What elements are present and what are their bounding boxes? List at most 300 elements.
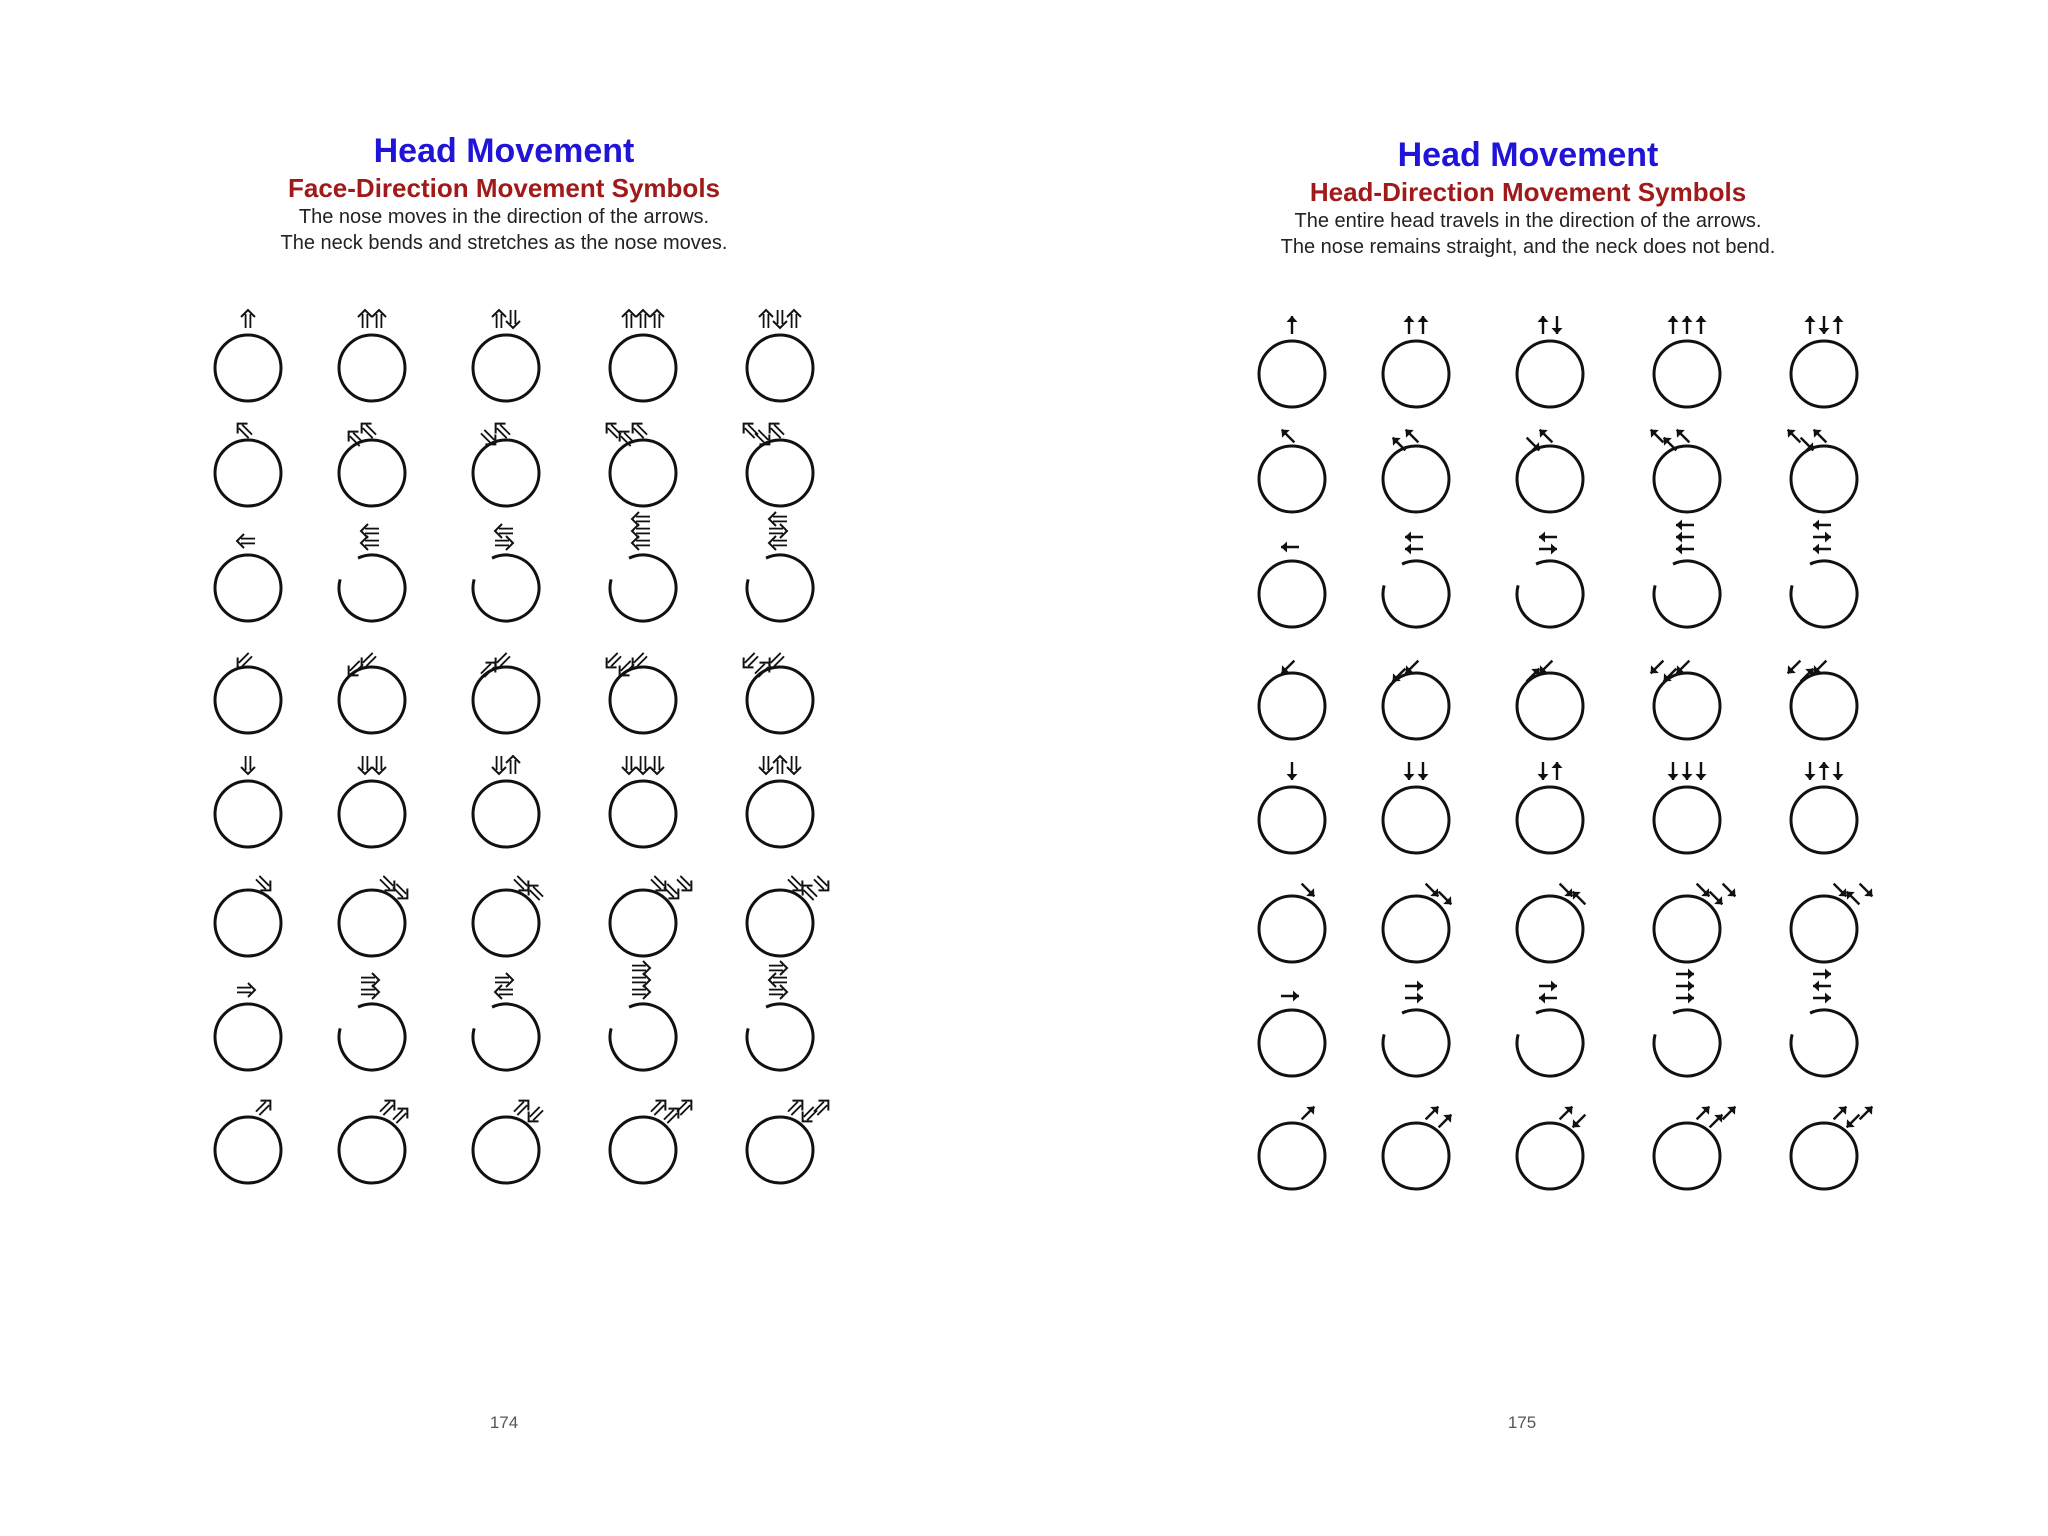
movement-arrow-icon [496, 424, 510, 438]
movement-arrow-icon [1813, 993, 1831, 1004]
movement-arrow-icon [1539, 532, 1557, 543]
movement-arrow-icon [1405, 544, 1423, 555]
movement-arrow-icon [651, 1101, 665, 1115]
movement-arrow-icon [787, 310, 801, 328]
head-circle [1259, 673, 1325, 739]
movement-arrow-icon [803, 1107, 817, 1121]
head-circle [1517, 446, 1583, 512]
movement-arrow-icon [529, 886, 543, 900]
movement-symbol [1372, 532, 1460, 638]
movement-arrow-icon [1404, 762, 1415, 780]
movement-arrow-icon [633, 653, 647, 667]
movement-arrow-icon [636, 310, 650, 328]
page-title: Head Movement [1397, 136, 1659, 174]
head-circle [747, 440, 813, 506]
movement-arrow-icon [1405, 981, 1423, 992]
movement-arrow-icon [1813, 532, 1831, 543]
head-circle [1643, 999, 1731, 1087]
movement-symbol [1791, 884, 1872, 962]
movement-arrow-icon [632, 536, 650, 550]
head-circle [610, 1117, 676, 1183]
movement-arrow-icon [1540, 661, 1553, 674]
head-circle [1383, 673, 1449, 739]
movement-arrow-icon [1540, 430, 1553, 443]
movement-arrow-icon [1710, 892, 1723, 905]
page-subtitle: Face-Direction Movement Symbols [288, 173, 720, 203]
movement-arrow-icon [1539, 993, 1557, 1004]
movement-arrow-icon [361, 985, 379, 999]
movement-arrow-icon [1560, 884, 1573, 897]
movement-symbol [1372, 981, 1460, 1087]
movement-arrow-icon [1676, 520, 1694, 531]
movement-arrow-icon [1676, 544, 1694, 555]
movement-symbol [1651, 430, 1720, 512]
movement-arrow-icon [1573, 1115, 1586, 1128]
head-circle [736, 993, 824, 1081]
movement-arrow-icon [492, 756, 506, 774]
head-circle [1259, 1123, 1325, 1189]
head-circle [1654, 341, 1720, 407]
head-circle [747, 335, 813, 401]
movement-symbol [339, 1101, 407, 1183]
movement-arrow-icon [1668, 762, 1679, 780]
movement-symbol [1654, 762, 1720, 853]
head-circle [1383, 341, 1449, 407]
movement-arrow-icon [1805, 316, 1816, 334]
movement-symbol [215, 756, 281, 847]
movement-arrow-icon [814, 1101, 828, 1115]
movement-arrow-icon [1560, 1107, 1573, 1120]
description-line-2: The nose remains straight, and the neck does not bend. [1280, 236, 1776, 258]
movement-arrow-icon [1538, 316, 1549, 334]
movement-arrow-icon [237, 534, 255, 548]
movement-arrow-icon [1833, 762, 1844, 780]
head-circle [462, 544, 550, 632]
head-circle [1259, 787, 1325, 853]
movement-symbol [610, 1101, 691, 1183]
description-line-1: The nose moves in the direction of the arrows. [298, 206, 710, 228]
movement-arrow-icon [1287, 316, 1298, 334]
movement-arrow-icon [1405, 993, 1423, 1004]
movement-arrow-icon [1282, 661, 1295, 674]
head-circle [747, 1117, 813, 1183]
movement-arrow-icon [1819, 316, 1830, 334]
movement-arrow-icon [1426, 1107, 1439, 1120]
symbol-grid-svg [1024, 0, 2048, 1536]
movement-arrow-icon [788, 876, 802, 890]
head-circle [215, 1004, 281, 1070]
movement-symbol [1788, 661, 1857, 739]
head-circle [736, 544, 824, 632]
movement-arrow-icon [1813, 981, 1831, 992]
movement-symbol [1383, 430, 1449, 512]
head-circle [215, 890, 281, 956]
movement-arrow-icon [1860, 1107, 1873, 1120]
movement-symbol [599, 961, 687, 1081]
head-circle [1654, 787, 1720, 853]
movement-arrow-icon [1834, 884, 1847, 897]
movement-arrow-icon [759, 310, 773, 328]
movement-arrow-icon [632, 973, 650, 987]
head-circle [473, 890, 539, 956]
description-line-2: The neck bends and stretches as the nose moves. [280, 232, 728, 254]
movement-arrow-icon [1723, 1107, 1736, 1120]
head-circle [599, 993, 687, 1081]
head-circle [1517, 787, 1583, 853]
movement-arrow-icon [361, 524, 379, 538]
head-circle [1780, 999, 1868, 1087]
movement-arrow-icon [788, 1101, 802, 1115]
movement-arrow-icon [636, 756, 650, 774]
head-circle [462, 993, 550, 1081]
movement-arrow-icon [607, 653, 621, 667]
movement-arrow-icon [650, 310, 664, 328]
movement-symbol [1506, 981, 1594, 1087]
movement-arrow-icon [1805, 762, 1816, 780]
movement-symbol [328, 973, 416, 1081]
movement-arrow-icon [1788, 661, 1801, 674]
movement-symbol [610, 876, 691, 956]
movement-symbol [473, 310, 539, 401]
head-circle [747, 667, 813, 733]
right-page [1024, 0, 2048, 1536]
movement-symbol [339, 310, 405, 401]
movement-arrow-icon [1282, 430, 1295, 443]
head-circle [1383, 787, 1449, 853]
head-circle [610, 335, 676, 401]
movement-symbol [215, 1101, 281, 1183]
movement-symbol [1259, 661, 1325, 739]
movement-symbol [1259, 884, 1325, 962]
head-circle [1517, 1123, 1583, 1189]
movement-arrow-icon [769, 961, 787, 975]
movement-arrow-icon [362, 424, 376, 438]
movement-symbol [215, 876, 281, 956]
head-circle [1383, 896, 1449, 962]
movement-arrow-icon [495, 973, 513, 987]
head-circle [328, 544, 416, 632]
movement-symbol [607, 653, 676, 733]
movement-symbol [1651, 661, 1720, 739]
movement-symbol [215, 983, 281, 1070]
description-line-1: The entire head travels in the direction of the arrows. [1294, 210, 1762, 232]
movement-arrow-icon [632, 524, 650, 538]
movement-arrow-icon [1788, 430, 1801, 443]
head-circle [610, 440, 676, 506]
movement-arrow-icon [1651, 661, 1664, 674]
head-circle [215, 555, 281, 621]
head-circle [1791, 446, 1857, 512]
movement-arrow-icon [632, 985, 650, 999]
head-circle [339, 890, 405, 956]
movement-symbol [1383, 1107, 1451, 1189]
movement-arrow-icon [1847, 892, 1860, 905]
movement-symbol [473, 756, 539, 847]
head-circle [1259, 561, 1325, 627]
head-circle [1259, 446, 1325, 512]
movement-symbol [1259, 991, 1325, 1077]
movement-symbol [473, 876, 543, 956]
movement-symbol [328, 524, 416, 632]
head-circle [473, 440, 539, 506]
head-circle [215, 440, 281, 506]
head-circle [1383, 446, 1449, 512]
movement-arrow-icon [1668, 316, 1679, 334]
movement-symbol [1259, 316, 1325, 407]
movement-arrow-icon [495, 985, 513, 999]
movement-arrow-icon [650, 756, 664, 774]
head-circle [1517, 896, 1583, 962]
movement-arrow-icon [1723, 884, 1736, 897]
movement-symbol [462, 973, 550, 1081]
head-circle [215, 335, 281, 401]
movement-arrow-icon [1676, 969, 1694, 980]
movement-arrow-icon [1847, 1115, 1860, 1128]
movement-symbol [215, 534, 281, 621]
head-circle [339, 781, 405, 847]
movement-symbol [1383, 762, 1449, 853]
movement-arrow-icon [1710, 1115, 1723, 1128]
movement-arrow-icon [759, 756, 773, 774]
movement-arrow-icon [1302, 884, 1315, 897]
movement-arrow-icon [773, 756, 787, 774]
movement-arrow-icon [256, 1101, 270, 1115]
movement-arrow-icon [1281, 991, 1299, 1002]
movement-arrow-icon [362, 653, 376, 667]
page-subtitle: Head-Direction Movement Symbols [1309, 177, 1747, 207]
movement-arrow-icon [1539, 544, 1557, 555]
movement-symbol [1259, 762, 1325, 853]
head-circle [1780, 550, 1868, 638]
movement-arrow-icon [358, 310, 372, 328]
movement-arrow-icon [770, 424, 784, 438]
movement-symbol [1259, 542, 1325, 628]
movement-arrow-icon [496, 653, 510, 667]
movement-arrow-icon [1676, 981, 1694, 992]
movement-arrow-icon [1834, 1107, 1847, 1120]
movement-arrow-icon [1538, 762, 1549, 780]
movement-arrow-icon [1552, 316, 1563, 334]
movement-arrow-icon [1552, 762, 1563, 780]
movement-arrow-icon [1813, 544, 1831, 555]
movement-symbol [599, 512, 687, 632]
movement-symbol [215, 424, 281, 506]
movement-symbol [1506, 532, 1594, 638]
movement-symbol [1643, 520, 1731, 638]
movement-arrow-icon [1439, 892, 1452, 905]
movement-symbol [1791, 762, 1857, 853]
head-circle [473, 1117, 539, 1183]
movement-arrow-icon [495, 524, 513, 538]
movement-symbol [744, 424, 813, 506]
movement-symbol [339, 424, 405, 506]
head-circle [473, 781, 539, 847]
head-circle [610, 667, 676, 733]
movement-symbol [736, 512, 824, 632]
movement-arrow-icon [1527, 438, 1540, 451]
head-circle [747, 781, 813, 847]
head-circle [1791, 673, 1857, 739]
movement-symbol [1383, 661, 1449, 739]
movement-symbol [747, 876, 828, 956]
head-circle [1259, 896, 1325, 962]
movement-symbol [1654, 1107, 1735, 1189]
movement-symbol [1259, 430, 1325, 512]
movement-arrow-icon [1682, 762, 1693, 780]
movement-arrow-icon [1418, 762, 1429, 780]
head-circle [1506, 999, 1594, 1087]
head-circle [1372, 550, 1460, 638]
movement-symbol [473, 653, 539, 733]
head-circle [1517, 341, 1583, 407]
movement-symbol [1517, 661, 1583, 739]
page-number: 174 [489, 1413, 519, 1432]
movement-arrow-icon [1813, 520, 1831, 531]
movement-arrow-icon [1405, 532, 1423, 543]
movement-symbol [1383, 316, 1449, 407]
movement-arrow-icon [1287, 762, 1298, 780]
head-circle [215, 667, 281, 733]
movement-arrow-icon [1801, 438, 1814, 451]
movement-arrow-icon [238, 653, 252, 667]
movement-arrow-icon [1539, 981, 1557, 992]
head-circle [599, 544, 687, 632]
head-circle [1517, 673, 1583, 739]
movement-symbol [339, 756, 405, 847]
head-circle [1654, 896, 1720, 962]
movement-arrow-icon [1573, 892, 1586, 905]
movement-symbol [1780, 520, 1868, 638]
movement-symbol [747, 1101, 828, 1183]
movement-symbol [610, 756, 676, 847]
movement-arrow-icon [769, 973, 787, 987]
movement-arrow-icon [1302, 1107, 1315, 1120]
head-circle [215, 781, 281, 847]
page-title: Head Movement [373, 132, 635, 170]
movement-arrow-icon [241, 756, 255, 774]
movement-symbol [215, 653, 281, 733]
movement-arrow-icon [393, 1109, 407, 1123]
head-circle [1791, 787, 1857, 853]
head-circle [1791, 1123, 1857, 1189]
movement-arrow-icon [1393, 438, 1406, 451]
movement-arrow-icon [358, 756, 372, 774]
movement-symbol [1517, 884, 1585, 962]
movement-arrow-icon [1814, 661, 1827, 674]
movement-arrow-icon [372, 310, 386, 328]
movement-symbol [747, 756, 813, 847]
movement-arrow-icon [1418, 316, 1429, 334]
movement-arrow-icon [1426, 884, 1439, 897]
movement-arrow-icon [622, 756, 636, 774]
movement-arrow-icon [1697, 884, 1710, 897]
movement-arrow-icon [361, 973, 379, 987]
movement-arrow-icon [1677, 430, 1690, 443]
movement-symbol [215, 310, 281, 401]
movement-arrow-icon [380, 1101, 394, 1115]
head-circle [215, 1117, 281, 1183]
movement-arrow-icon [506, 310, 520, 328]
head-circle [1372, 999, 1460, 1087]
movement-arrow-icon [1860, 884, 1873, 897]
movement-arrow-icon [380, 876, 394, 890]
movement-arrow-icon [769, 985, 787, 999]
movement-symbol [339, 653, 405, 733]
movement-arrow-icon [492, 310, 506, 328]
movement-arrow-icon [1664, 438, 1677, 451]
movement-symbol [736, 961, 824, 1081]
movement-arrow-icon [622, 310, 636, 328]
movement-arrow-icon [803, 886, 817, 900]
movement-arrow-icon [769, 512, 787, 526]
movement-arrow-icon [495, 536, 513, 550]
movement-symbol [339, 876, 407, 956]
head-circle [339, 667, 405, 733]
movement-arrow-icon [529, 1107, 543, 1121]
head-circle [339, 440, 405, 506]
head-circle [1654, 446, 1720, 512]
movement-symbol [462, 524, 550, 632]
movement-arrow-icon [256, 876, 270, 890]
movement-symbol [1780, 969, 1868, 1087]
movement-arrow-icon [1697, 1107, 1710, 1120]
head-circle [747, 890, 813, 956]
head-circle [1791, 341, 1857, 407]
head-circle [473, 335, 539, 401]
movement-arrow-icon [1682, 316, 1693, 334]
movement-symbol [1517, 316, 1583, 407]
movement-arrow-icon [1696, 316, 1707, 334]
movement-arrow-icon [1676, 532, 1694, 543]
page-number: 175 [1507, 1413, 1537, 1432]
movement-arrow-icon [787, 756, 801, 774]
movement-arrow-icon [237, 983, 255, 997]
movement-arrow-icon [744, 653, 758, 667]
movement-symbol [1383, 884, 1451, 962]
head-circle [1383, 1123, 1449, 1189]
movement-symbol [1788, 430, 1857, 512]
movement-arrow-icon [1651, 430, 1664, 443]
head-circle [339, 1117, 405, 1183]
head-circle [610, 890, 676, 956]
movement-arrow-icon [773, 310, 787, 328]
movement-arrow-icon [1813, 969, 1831, 980]
movement-symbol [1791, 316, 1857, 407]
movement-arrow-icon [632, 512, 650, 526]
movement-arrow-icon [506, 756, 520, 774]
movement-arrow-icon [1439, 1115, 1452, 1128]
movement-arrow-icon [1833, 316, 1844, 334]
movement-arrow-icon [372, 756, 386, 774]
movement-symbol [1517, 430, 1583, 512]
movement-arrow-icon [1404, 316, 1415, 334]
head-circle [1643, 550, 1731, 638]
movement-arrow-icon [1814, 430, 1827, 443]
movement-symbol [473, 424, 539, 506]
head-circle [610, 781, 676, 847]
movement-arrow-icon [814, 876, 828, 890]
movement-arrow-icon [651, 876, 665, 890]
movement-arrow-icon [1281, 542, 1299, 553]
movement-symbol [1259, 1107, 1325, 1189]
movement-symbol [747, 310, 813, 401]
head-circle [1654, 1123, 1720, 1189]
head-circle [1506, 550, 1594, 638]
head-circle [1259, 341, 1325, 407]
movement-symbol [610, 310, 676, 401]
movement-arrow-icon [514, 1101, 528, 1115]
movement-arrow-icon [744, 424, 758, 438]
